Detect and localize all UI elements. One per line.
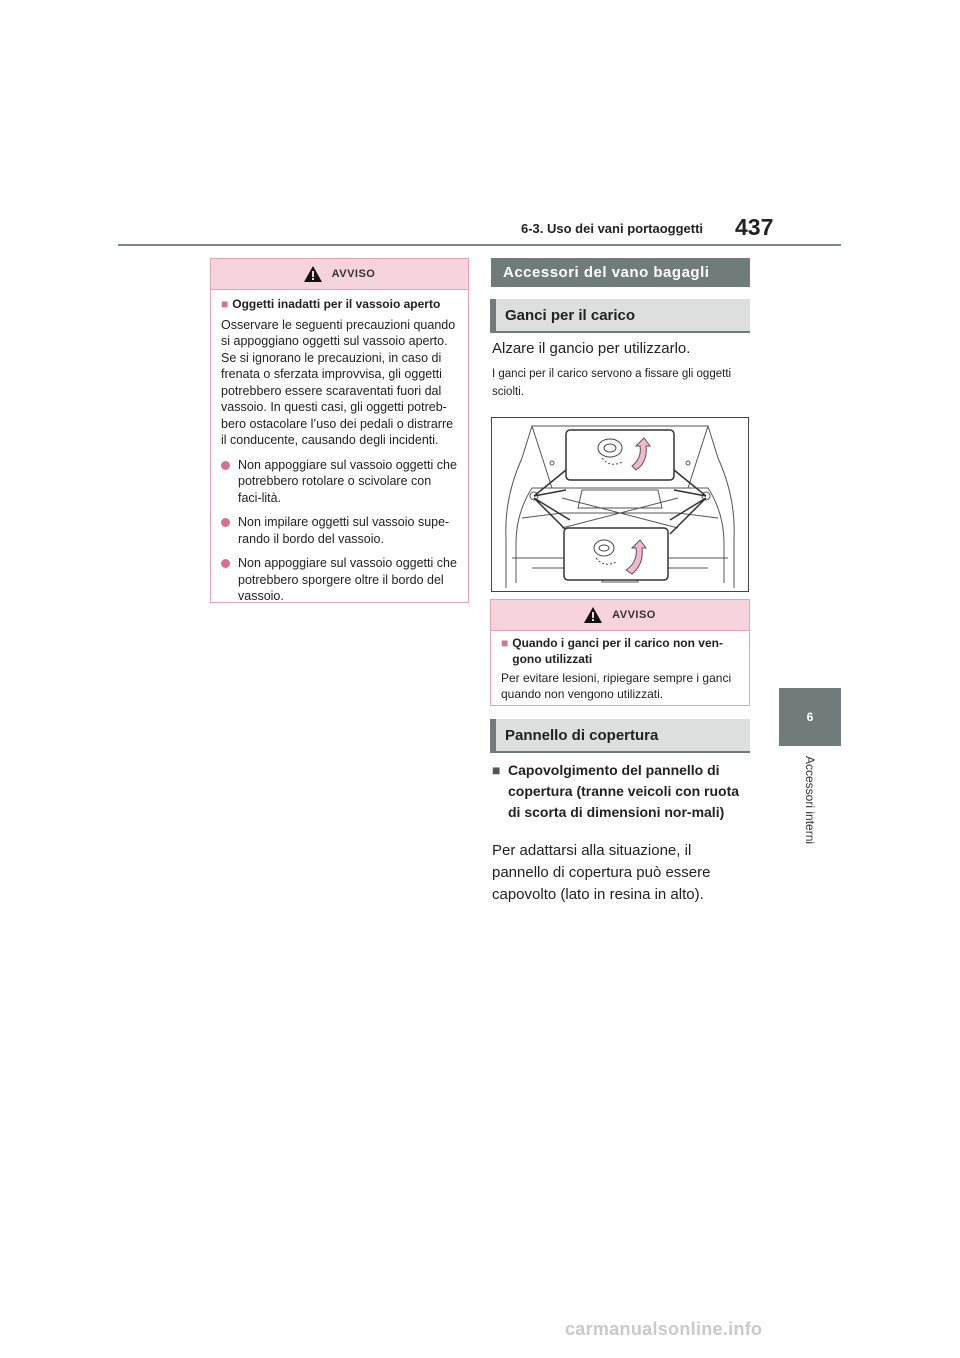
warning-bullet — [221, 555, 458, 605]
cargo-hooks-drawing — [492, 418, 748, 591]
bullet-dot-icon — [221, 518, 230, 527]
page-number: 437 — [735, 214, 774, 240]
warning-intro: Osservare le seguenti precauzioni quando si appoggiano oggetti sul vassoio aperto. Se si ignorano le precauzioni, in caso di frenata o sferzata improvvisa, gli oggetti potrebbero essere scaraventati fuori dal vassoio. In questi casi, gli oggetti potreb-bero ostacolare l’uso dei pedali o distrarre il conducente, causando degli incidenti. — [221, 317, 456, 447]
warning-label: AVVISO — [612, 609, 656, 621]
bullet-dot-icon — [221, 559, 230, 568]
warning-icon — [304, 266, 322, 282]
watermark: carmanualsonline.info — [565, 1319, 763, 1339]
main-heading: Accessori del vano bagagli — [491, 258, 750, 287]
warning-icon — [584, 607, 602, 623]
square-bullet-icon: ■ — [501, 636, 509, 650]
bullet-text: Non appoggiare sul vassoio oggetti che potrebbero rotolare o scivolare con faci-lità. — [238, 457, 457, 505]
square-bullet-icon: ■ — [492, 762, 501, 778]
cargo-hooks-illustration — [491, 417, 749, 592]
bullet-dot-icon — [221, 461, 230, 470]
warning-box-right — [490, 599, 750, 706]
warning-bullet — [221, 457, 458, 507]
instruction-text: Alzare il gancio per utilizzarlo. — [492, 340, 691, 357]
warning-header — [211, 259, 468, 290]
subheading-ganci: Ganci per il carico — [490, 299, 750, 333]
warning-title-text: Oggetti inadatti per il vassoio aperto — [232, 297, 441, 311]
warning-title — [501, 636, 739, 667]
warning-body — [491, 631, 749, 710]
section-subtitle — [492, 760, 750, 823]
warning-header — [491, 600, 749, 631]
warning-title-text: Quando i ganci per il carico non ven-gono utilizzati — [512, 636, 723, 666]
section-title: 6-3. Uso dei vani portaoggetti — [521, 221, 704, 236]
chapter-label — [803, 756, 817, 866]
warning-body — [211, 290, 468, 613]
section-subtitle-text: Capovolgimento del pannello di copertura (tranne veicoli con ruota di scorta di dimensioni nor-mali) — [508, 762, 740, 820]
subheading-pannello: Pannello di copertura — [490, 719, 750, 753]
header-rule — [118, 244, 841, 246]
chapter-label-text: Accessori interni — [803, 756, 817, 845]
chapter-tab: 6 — [779, 688, 841, 746]
note-text: I ganci per il carico servono a fissare gli oggetti sciolti. — [492, 368, 732, 398]
bullet-text: Non appoggiare sul vassoio oggetti che potrebbero sporgere oltre il bordo del vassoio. — [238, 556, 457, 603]
warning-text: Per evitare lesioni, ripiegare sempre i ganci quando non vengono utilizzati. — [501, 671, 732, 701]
warning-box-left — [210, 258, 469, 603]
section-text: Per adattarsi alla situazione, il pannello di copertura può essere capovolto (lato in resina in alto). — [492, 842, 711, 903]
bullet-text: Non impilare oggetti sul vassoio supe-rando il bordo del vassoio. — [238, 515, 450, 546]
warning-title — [221, 296, 458, 313]
warning-label: AVVISO — [331, 268, 376, 280]
warning-bullet — [221, 514, 458, 547]
square-bullet-icon: ■ — [221, 297, 229, 311]
